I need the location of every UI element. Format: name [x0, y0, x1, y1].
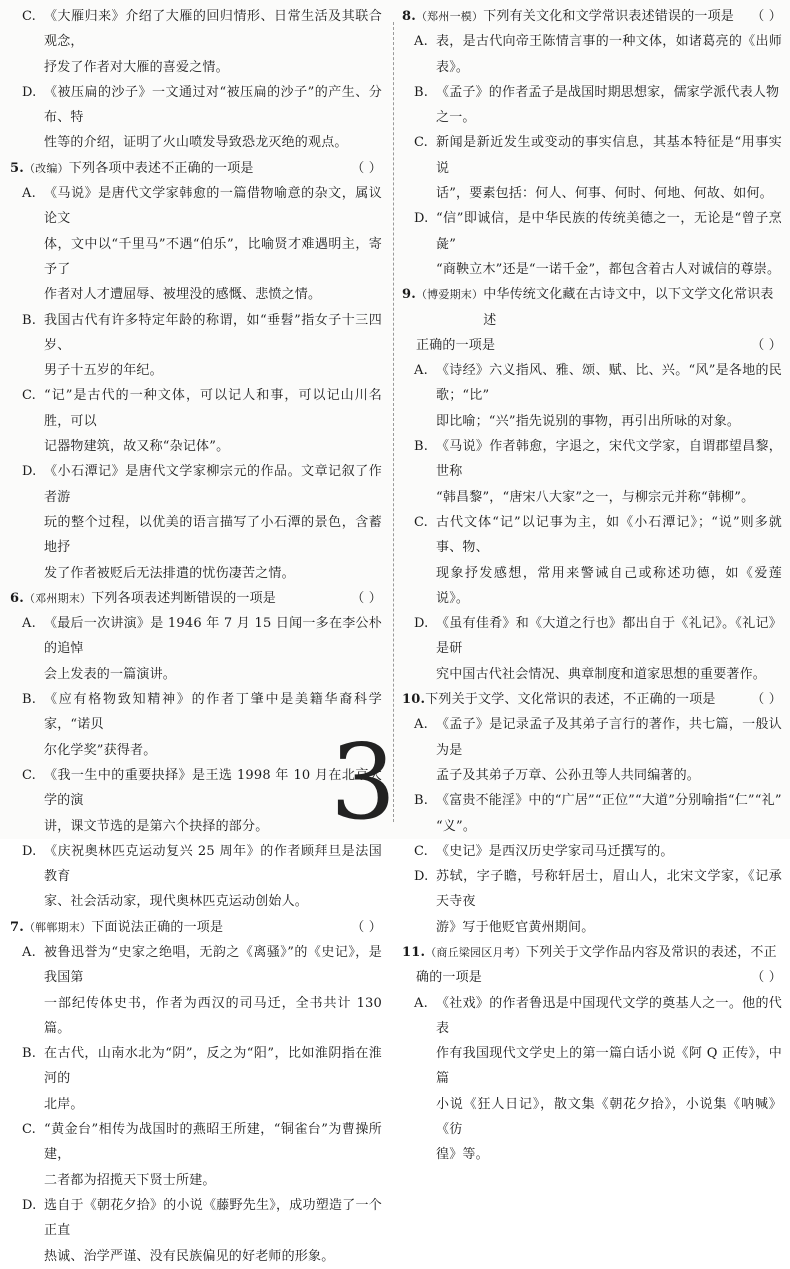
option-letter: D. [22, 1197, 37, 1213]
question-block [10, 156, 382, 586]
question-stem-text: 下列各项表述判断错误的一项是 [91, 590, 276, 606]
option-line: 《大雁归来》介绍了大雁的回归情形、日常生活及其联合观念， [44, 9, 382, 50]
option-letter: D. [22, 843, 37, 859]
option-line: 二者都为招揽天下贤士所建。 [44, 1172, 216, 1188]
option-letter: B. [22, 692, 37, 708]
option-line: 《被压扁的沙子》一文通过对“被压扁的沙子”的产生、分布、特 [44, 84, 382, 126]
column-divider [393, 22, 394, 822]
option-text [436, 130, 782, 206]
option-letter: D. [22, 84, 37, 100]
question-stem [402, 333, 782, 358]
option-letter: A. [414, 34, 428, 50]
answer-parentheses: （ ） [351, 919, 382, 935]
option [10, 611, 382, 687]
option-text [44, 1193, 382, 1269]
option-line: 在古代，山南水北为“阴”，反之为“阳”，比如淮阴指在淮河的 [44, 1046, 382, 1087]
option-text [44, 308, 382, 384]
question-source-tag: （郸郸期末） [23, 920, 92, 934]
option-letter: A. [414, 363, 428, 379]
answer-parentheses: （ ） [751, 970, 782, 986]
option-text [436, 29, 782, 80]
option-letter: B. [22, 1046, 37, 1062]
question-stem [10, 156, 382, 181]
option-text [436, 611, 782, 687]
option-text [44, 611, 382, 687]
option-line: 记器物建筑，故又称“杂记体”。 [44, 439, 230, 455]
option-text [436, 434, 782, 510]
option-text [44, 1117, 382, 1193]
option-line: “商鞅立木”还是“一诺千金”，都包含着古人对诚信的尊崇。 [436, 261, 781, 277]
option [10, 763, 382, 839]
option [10, 1193, 382, 1269]
option-line: 表，是古代向帝王陈情言事的一种文体，如诸葛亮的《出师表》。 [436, 34, 782, 75]
option-line: 选自于《朝花夕拾》的小说《藤野先生》，成功塑造了一个正直 [44, 1197, 382, 1239]
option-line: 现象抒发感想，常用来警诫自己或称述功德，如《爱莲说》。 [436, 565, 782, 606]
option-text [44, 459, 382, 585]
question-block [402, 687, 782, 940]
option-letter: B. [414, 439, 429, 455]
option [402, 206, 782, 282]
option-letter: C. [414, 514, 429, 530]
question-source-tag: （博爱期末） [415, 288, 484, 302]
option-letter: C. [22, 1122, 37, 1138]
option-line: 《马说》作者韩愈，字退之，宋代文学家，自谓郡望昌黎，世称 [436, 439, 782, 480]
option-letter: A. [22, 616, 36, 632]
option [402, 510, 782, 611]
option [10, 4, 382, 80]
question-source-tag: （邓州期末） [23, 591, 92, 605]
answer-parentheses: （ ） [351, 160, 382, 176]
option-letter: C. [22, 9, 37, 24]
question-block [402, 940, 782, 1168]
option-line: 我国古代有许多特定年龄的称谓，如“垂髫”指女子十三四岁、 [44, 312, 382, 353]
question-number: 9. [402, 287, 416, 303]
option-line: “记”是古代的一种文体，可以记人和事，可以记山川名胜，可以 [44, 388, 382, 429]
option-line: 体，文中以“千里马”不遇“伯乐”，比喻贤才难遇明主，寄予了 [44, 236, 382, 277]
option [10, 1041, 382, 1117]
option-text [436, 712, 782, 788]
option-line: 讲，课文节选的是第六个抉择的部分。 [44, 818, 269, 834]
option-line: 游》写于他贬官黄州期间。 [436, 919, 595, 935]
question-stem-text: 正确的一项是 [416, 337, 496, 353]
question-source-tag: （郑州一模） [415, 10, 484, 23]
option-letter: D. [414, 869, 429, 885]
answer-parentheses: （ ） [351, 590, 382, 606]
option-line: 苏轼，字子瞻，号称轩居士，眉山人，北宋文学家，《记承天寺夜 [436, 869, 782, 910]
option-line: 《最后一次讲演》是 1946 年 7 月 15 日闻一多在李公朴的追悼 [44, 616, 382, 657]
question-stem-text: 下列有关文化和文学常识表述错误的一项是 [483, 9, 734, 24]
option-letter: D. [22, 464, 37, 480]
question-stem-text: 下列关于文学作品内容及常识的表述，不正 [526, 944, 777, 960]
option-letter: A. [22, 944, 36, 960]
option-line: 玩的整个过程，以优美的语言描写了小石潭的景色，含蓄地抒 [44, 514, 382, 556]
option [402, 358, 782, 434]
option [10, 839, 382, 915]
option-line: 发了作者被贬后无法排遣的忧伤凄苦之情。 [44, 565, 295, 581]
option-line: 作者对人才遭屈辱、被埋没的感慨、悲愤之情。 [44, 287, 322, 303]
option [402, 29, 782, 80]
option [10, 687, 382, 763]
option-line: 话”，要素包括：何人、何事、何时、何地、何故、如何。 [436, 186, 773, 202]
option-text [436, 510, 782, 611]
question-stem-text: 下面说法正确的一项是 [91, 919, 224, 935]
question-number: 11. [402, 944, 426, 960]
option-text [44, 1041, 382, 1117]
option [402, 712, 782, 788]
option [402, 991, 782, 1168]
option-text [44, 181, 382, 307]
question-number: 10. [402, 692, 426, 708]
question-stem-text: 下列关于文学、文化常识的表述，不正确的一项是 [425, 692, 716, 708]
option-line: “韩昌黎”，“唐宋八大家”之一，与柳宗元并称“韩柳”。 [436, 489, 755, 505]
option-line: 热诚、治学严谨、没有民族偏见的好老师的形象。 [44, 1248, 335, 1264]
question-source-tag: （改编） [23, 161, 69, 175]
option [10, 181, 382, 307]
option-letter: A. [22, 186, 36, 202]
option-line: 抒发了作者对大雁的喜爱之情。 [44, 59, 229, 75]
option [10, 308, 382, 384]
option [10, 1117, 382, 1193]
option-line: 小说《狂人日记》，散文集《朝花夕拾》，小说集《呐喊》《彷 [436, 1096, 782, 1138]
option-line: “信”即诚信，是中华民族的传统美德之一，无论是“曾子烹彘” [436, 211, 782, 252]
option-line: 之一。 [436, 110, 476, 126]
answer-parentheses: （ ） [751, 692, 782, 708]
option-line: 作有我国现代文学史上的第一篇白话小说《阿 Q 正传》，中篇 [436, 1046, 782, 1087]
option-line: 男子十五岁的年纪。 [44, 363, 163, 379]
option [402, 788, 782, 839]
option-line: 《孟子》是记录孟子及其弟子言行的著作，共七篇，一般认为是 [436, 717, 782, 758]
left-column [10, 4, 382, 1269]
question-block [402, 282, 782, 687]
option-line: 《虽有佳肴》和《大道之行也》都出自于《礼记》。《礼记》是研 [436, 616, 782, 657]
option-line: 一部纪传体史书，作者为西汉的司马迁，全书共计 130 篇。 [44, 995, 382, 1036]
question-number: 5. [10, 160, 24, 176]
option-letter: B. [414, 793, 429, 809]
option-line: 《社戏》的作者鲁迅是中国现代文学的奠基人之一。他的代表 [436, 995, 782, 1036]
option-letter: B. [22, 312, 37, 328]
question-stem [402, 282, 782, 333]
option [402, 839, 782, 864]
option-line: 古代文体“记”以记事为主，如《小石潭记》；“说”则多就事、物、 [436, 514, 782, 556]
option-line: 《应有格物致知精神》的作者丁肇中是美籍华裔科学家，“诺贝 [44, 692, 382, 733]
option-line: 性等的介绍，证明了火山喷发导致恐龙灭绝的观点。 [44, 135, 348, 151]
option-line: 《孟子》的作者孟子是战国时期思想家，儒家学派代表人物 [436, 84, 780, 100]
option-letter: A. [414, 995, 428, 1011]
option [10, 383, 382, 459]
option-line: 尔化学奖”获得者。 [44, 742, 157, 758]
question-stem [10, 915, 382, 940]
option-line: 会上发表的一篇演讲。 [44, 666, 177, 682]
option-letter: C. [22, 767, 37, 783]
option-letter: A. [414, 717, 428, 733]
question-number: 6. [10, 590, 24, 606]
option-text [436, 788, 782, 839]
option-line: 《史记》是西汉历史学家司马迁撰写的。 [436, 843, 674, 859]
option-line: 《我一生中的重要抉择》是王选 1998 年 10 月在北京大学的演 [44, 767, 382, 809]
option-text [44, 80, 382, 156]
option [402, 130, 782, 206]
option-line: 家、社会活动家，现代奥林匹克运动创始人。 [44, 894, 309, 910]
option-text [436, 206, 782, 282]
option [10, 459, 382, 585]
question-stem-text: 下列各项中表述不正确的一项是 [68, 160, 254, 176]
option-line: “黄金台”相传为战国时的燕昭王所建，“铜雀台”为曹操所建， [44, 1122, 382, 1163]
question-source-tag: （商丘梁园区月考） [425, 945, 527, 959]
question-stem [402, 4, 782, 29]
option-letter: B. [414, 84, 429, 100]
option-letter: C. [22, 388, 37, 404]
option-line: 即比喻；“兴”指先说别的事物，再引出所咏的对象。 [436, 413, 741, 429]
option-text [436, 991, 782, 1168]
option-line: 徨》等。 [436, 1147, 489, 1163]
question-stem [402, 687, 782, 712]
question-stem [402, 965, 782, 990]
option-line: “义”。 [436, 818, 477, 834]
answer-parentheses: （ ） [751, 337, 782, 353]
option-line: 《马说》是唐代文学家韩愈的一篇借物喻意的杂文，属议论文 [44, 186, 382, 227]
option-line: 被鲁迅誉为“史家之绝唱，无韵之《离骚》”的《史记》，是我国第 [44, 944, 382, 986]
option-text [436, 358, 782, 434]
question-stem [402, 940, 782, 965]
option-text [436, 864, 782, 940]
question-number: 8. [402, 9, 416, 24]
option-line: 《庆祝奥林匹克运动复兴 25 周年》的作者顾拜旦是法国教育 [44, 843, 382, 885]
option-text [44, 940, 382, 1041]
question-block [10, 586, 382, 915]
question-block [10, 915, 382, 1269]
question-number: 7. [10, 919, 24, 935]
option-text [436, 80, 782, 131]
option [402, 434, 782, 510]
option [10, 940, 382, 1041]
right-column [402, 4, 782, 1168]
option-line: 孟子及其弟子万章、公孙丑等人共同编著的。 [436, 767, 701, 783]
page-number: 3 [330, 721, 397, 843]
option-text [44, 383, 382, 459]
answer-parentheses: （ ） [751, 9, 782, 24]
option-letter: C. [414, 135, 429, 151]
option-letter: D. [414, 211, 429, 227]
option-line: 究中国古代社会情况、典章制度和道家思想的重要著作。 [436, 666, 767, 682]
option-text [44, 4, 382, 80]
option-text [44, 839, 382, 915]
option [402, 864, 782, 940]
option [10, 80, 382, 156]
option-letter: D. [414, 616, 429, 632]
option-line: 北岸。 [44, 1096, 84, 1112]
question-stem-text: 确的一项是 [416, 970, 483, 986]
option-line: 《富贵不能淫》中的“广居”“正位”“大道”分别喻指“仁”“礼” [436, 793, 782, 809]
option-line: 新闻是新近发生或变动的事实信息，其基本特征是“用事实说 [436, 135, 782, 176]
question-stem [10, 586, 382, 611]
option-line: 《小石潭记》是唐代文学家柳宗元的作品。文章记叙了作者游 [44, 464, 382, 505]
option-line: 《诗经》六义指风、雅、颂、赋、比、兴。“风”是各地的民歌；“比” [436, 363, 782, 404]
option-text [436, 839, 782, 864]
question-stem-text: 中华传统文化藏在古诗文中，以下文学文化常识表述 [483, 287, 774, 328]
option [402, 80, 782, 131]
option [402, 611, 782, 687]
option-letter: C. [414, 843, 429, 859]
question-block [402, 4, 782, 282]
